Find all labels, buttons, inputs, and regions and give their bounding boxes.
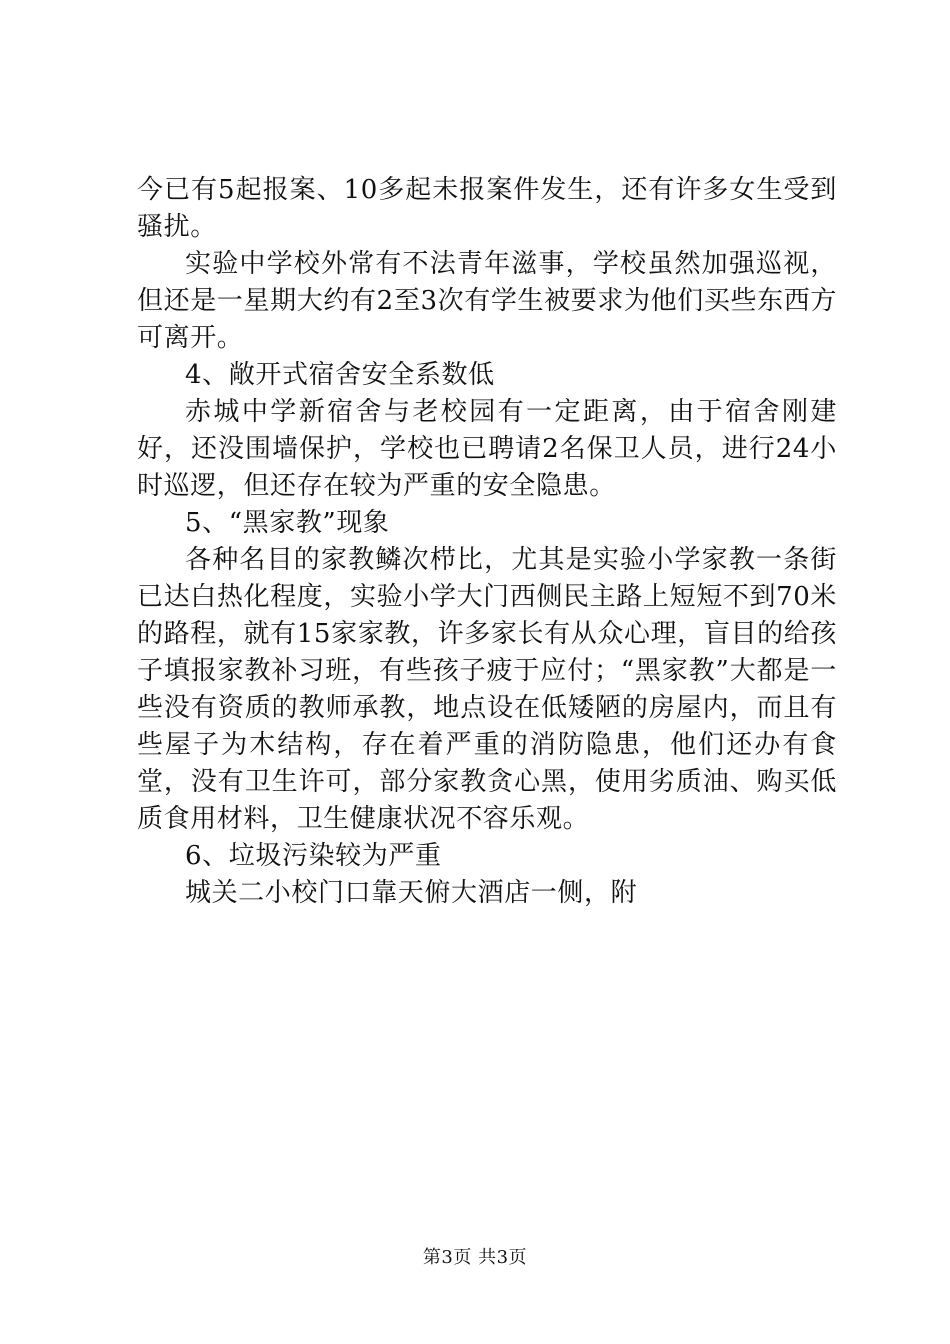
section-heading-black-tutoring: 5、“黑家教”现象 — [185, 508, 390, 538]
paragraph-experimental-middle-school: 实验中学校外常有不法青年滋事，学校虽然加强巡视，但还是一星期大约有2至3次有学生被要求为他们买些东西方可离开。 — [137, 249, 837, 353]
document-body — [137, 172, 837, 912]
page-number-footer: 第3页 共3页 — [422, 1247, 528, 1268]
paragraph-continuation: 今已有5起报案、10多起未报案件发生，还有许多女生受到骚扰。 — [137, 175, 837, 242]
section-heading-open-dormitory: 4、敞开式宿舍安全系数低 — [185, 360, 495, 390]
paragraph-chengguan-school: 城关二小校门口靠天俯大酒店一侧，附 — [185, 878, 638, 908]
section-heading-garbage-pollution: 6、垃圾污染较为严重 — [185, 841, 442, 871]
paragraph-chicheng-dormitory: 赤城中学新宿舍与老校园有一定距离，由于宿舍刚建好，还没围墙保护，学校也已聘请2名保卫人员，进行24小时巡逻，但还存在较为严重的安全隐患。 — [137, 397, 837, 501]
paragraph-tutoring-street: 各种名目的家教鳞次栉比，尤其是实验小学家教一条街已达白热化程度，实验小学大门西侧民主路上短短不到70米的路程，就有15家家教，许多家长有从众心理，盲目的给孩子填报家教补习班，有些孩子疲于应付；“黑家教”大都是一些没有资质的教师承教，地点设在低矮陋的房屋内，而且有些屋子为木结构，存在着严重的消防隐患，他们还办有食堂，没有卫生许可，部分家教贪心黑，使用劣质油、购买低质食用材料，卫生健康状况不容乐观。 — [137, 545, 837, 834]
